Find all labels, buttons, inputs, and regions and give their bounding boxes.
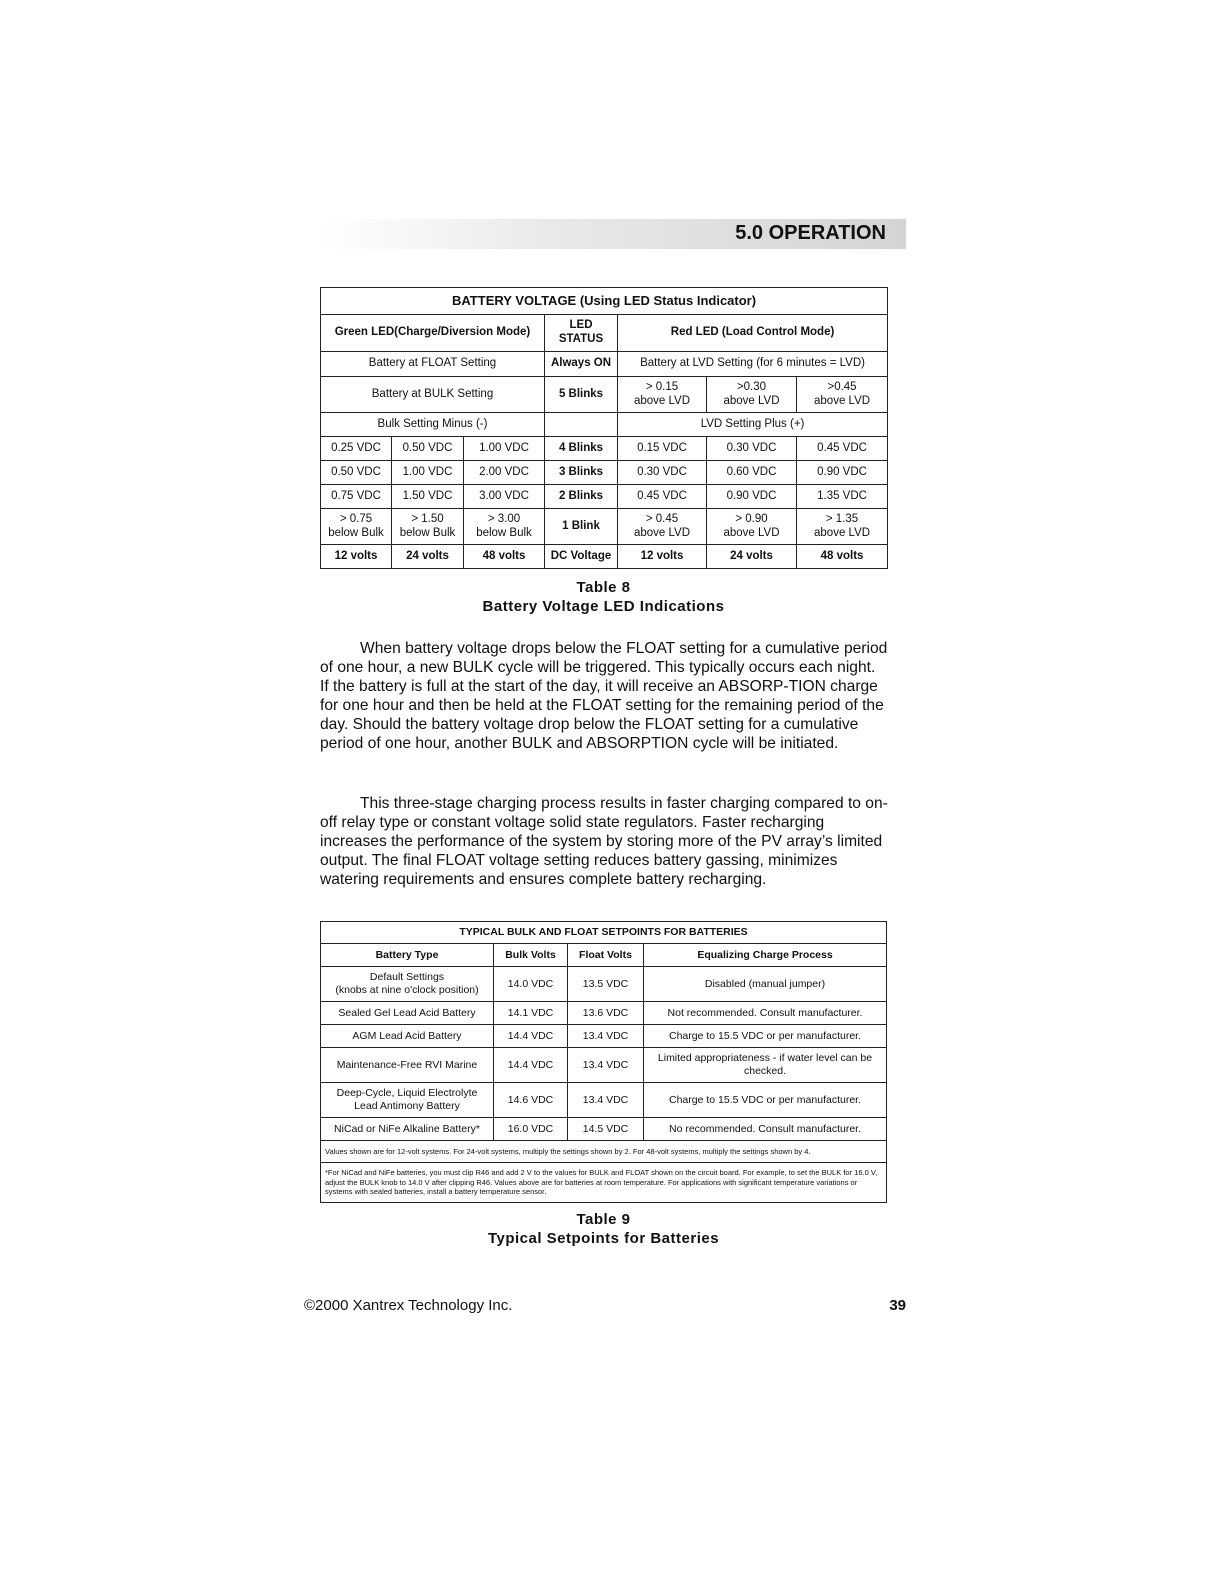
column-header: Float Volts	[568, 944, 644, 967]
table-cell: 48 volts	[464, 545, 545, 569]
table-cell: 14.4 VDC	[494, 1048, 568, 1083]
table-cell: 16.0 VDC	[494, 1118, 568, 1141]
table-cell: 0.50 VDC	[392, 437, 464, 461]
table-cell: 24 volts	[707, 545, 797, 569]
body-paragraph-1: When battery voltage drops below the FLOAT setting for a cumulative period of one hour, a new BULK cycle will be triggered. This typically occurs each night. If the battery is full at the start of the day, it will receive an ABSORP-TION charge for one hour and then be held at the FLOAT setting for the remaining period of the day. Should the battery voltage drop below the FLOAT setting for a cumulative period of one hour, another BULK and ABSORPTION cycle will be initiated.	[320, 640, 888, 753]
led-status-header: LED STATUS	[545, 315, 618, 352]
table-cell: > 1.50 below Bulk	[392, 509, 464, 545]
red-led-header: Red LED (Load Control Mode)	[618, 315, 888, 352]
table-cell: Not recommended. Consult manufacturer.	[644, 1002, 887, 1025]
table-cell: >0.45 above LVD	[797, 377, 888, 413]
table-cell: 14.6 VDC	[494, 1083, 568, 1118]
table-footer-row	[321, 545, 888, 569]
table-cell: 0.75 VDC	[321, 485, 392, 509]
table-row	[321, 509, 888, 545]
table-row	[321, 437, 888, 461]
table-cell: 24 volts	[392, 545, 464, 569]
table-cell: 13.5 VDC	[568, 967, 644, 1002]
table-cell: 0.90 VDC	[707, 485, 797, 509]
body-paragraph-2: This three-stage charging process results in faster charging compared to on-off relay type or constant voltage solid state regulators. Faster recharging increases the performance of the system by storing more of the PV array’s limited output. The final FLOAT voltage setting reduces battery gassing, minimizes watering requirements and ensures complete battery recharging.	[320, 795, 888, 889]
table-title-row	[321, 288, 888, 315]
table9-caption	[320, 1210, 887, 1248]
table9-note-multiplier: Values shown are for 12-volt systems. For 24-volt systems, multiply the settings shown by 2. For 48-volt systems, multiply the settings shown by 4.	[321, 1141, 887, 1163]
table-cell: 0.45 VDC	[618, 485, 707, 509]
table-header-row	[321, 944, 887, 967]
led-status-cell: 3 Blinks	[545, 461, 618, 485]
table-cell: 1.50 VDC	[392, 485, 464, 509]
table-cell: Charge to 15.5 VDC or per manufacturer.	[644, 1025, 887, 1048]
table-row	[321, 1083, 887, 1118]
table-row	[321, 1118, 887, 1141]
table-cell: Limited appropriateness - if water level can be checked.	[644, 1048, 887, 1083]
table-cell: Default Settings (knobs at nine o'clock position)	[321, 967, 494, 1002]
led-status-cell: 5 Blinks	[545, 377, 618, 413]
column-header: Battery Type	[321, 944, 494, 967]
table8-caption-number: Table 8	[576, 579, 631, 596]
table-row	[321, 413, 888, 437]
battery-setpoints-table	[320, 921, 887, 1203]
table9-caption-number: Table 9	[576, 1211, 631, 1228]
table-cell: 0.45 VDC	[797, 437, 888, 461]
led-status-cell: 4 Blinks	[545, 437, 618, 461]
table8-caption-title: Battery Voltage LED Indications	[482, 598, 725, 615]
table-cell: Charge to 15.5 VDC or per manufacturer.	[644, 1083, 887, 1118]
table-title-row	[321, 922, 887, 944]
led-status-cell: DC Voltage	[545, 545, 618, 569]
led-status-cell	[545, 413, 618, 437]
table9-note-nicad: *For NiCad and NiFe batteries, you must clip R46 and add 2 V to the values for BULK and FLOAT shown on the circuit board. For example, to set the BULK for 16.0 V, adjust the BULK knob to 14.0 V after clipping R46. Values above are for batteries at room temperature. For applications with significant temperature variations or systems with sealed batteries, install a battery temperature sensor.	[321, 1163, 887, 1203]
table-row	[321, 1025, 887, 1048]
section-title: 5.0 OPERATION	[735, 222, 886, 244]
table-cell: 13.4 VDC	[568, 1048, 644, 1083]
table-cell: 1.35 VDC	[797, 485, 888, 509]
table-cell: 0.50 VDC	[321, 461, 392, 485]
table-cell: 0.90 VDC	[797, 461, 888, 485]
table-cell: 13.6 VDC	[568, 1002, 644, 1025]
table-cell: 14.1 VDC	[494, 1002, 568, 1025]
table-row	[321, 967, 887, 1002]
table-cell: NiCad or NiFe Alkaline Battery*	[321, 1118, 494, 1141]
table-row	[321, 1002, 887, 1025]
table-cell: 12 volts	[321, 545, 392, 569]
table-cell: 0.25 VDC	[321, 437, 392, 461]
table-cell: Disabled (manual jumper)	[644, 967, 887, 1002]
table8-caption	[320, 578, 887, 616]
table-cell: No recommended. Consult manufacturer.	[644, 1118, 887, 1141]
table-row	[321, 377, 888, 413]
table-cell: 13.4 VDC	[568, 1083, 644, 1118]
table-cell: 14.0 VDC	[494, 967, 568, 1002]
table-cell: 1.00 VDC	[392, 461, 464, 485]
table-header-row	[321, 315, 888, 352]
table8-title: BATTERY VOLTAGE (Using LED Status Indicator)	[321, 288, 888, 315]
table-note-row	[321, 1163, 887, 1203]
table-cell: 14.5 VDC	[568, 1118, 644, 1141]
green-led-header: Green LED(Charge/Diversion Mode)	[321, 315, 545, 352]
table-row	[321, 352, 888, 377]
table-cell: 48 volts	[797, 545, 888, 569]
table-cell: > 1.35 above LVD	[797, 509, 888, 545]
led-status-cell: 2 Blinks	[545, 485, 618, 509]
battery-voltage-led-table	[320, 287, 888, 569]
table-cell: Sealed Gel Lead Acid Battery	[321, 1002, 494, 1025]
section-header-band	[320, 219, 906, 249]
table-cell: 0.60 VDC	[707, 461, 797, 485]
table-cell: > 0.75 below Bulk	[321, 509, 392, 545]
table-cell: 0.15 VDC	[618, 437, 707, 461]
table-cell: 14.4 VDC	[494, 1025, 568, 1048]
table9-title: TYPICAL BULK AND FLOAT SETPOINTS FOR BATTERIES	[321, 922, 887, 944]
table-cell: >0.30 above LVD	[707, 377, 797, 413]
table-cell: AGM Lead Acid Battery	[321, 1025, 494, 1048]
table-cell: > 0.15 above LVD	[618, 377, 707, 413]
table-cell: 13.4 VDC	[568, 1025, 644, 1048]
page-number: 39	[889, 1297, 906, 1314]
led-status-cell: 1 Blink	[545, 509, 618, 545]
table-cell: Battery at FLOAT Setting	[321, 352, 545, 377]
table-cell: Deep-Cycle, Liquid Electrolyte Lead Antimony Battery	[321, 1083, 494, 1118]
table-row	[321, 485, 888, 509]
footer-copyright: ©2000 Xantrex Technology Inc.	[304, 1297, 513, 1314]
table9-caption-title: Typical Setpoints for Batteries	[487, 1230, 720, 1247]
table-cell: 0.30 VDC	[618, 461, 707, 485]
table-cell: 3.00 VDC	[464, 485, 545, 509]
table-cell: 1.00 VDC	[464, 437, 545, 461]
table-row	[321, 1048, 887, 1083]
table-cell: > 0.90 above LVD	[707, 509, 797, 545]
table-cell: 0.30 VDC	[707, 437, 797, 461]
table-cell: Battery at LVD Setting (for 6 minutes = LVD)	[618, 352, 888, 377]
table-cell: Maintenance-Free RVI Marine	[321, 1048, 494, 1083]
table-cell: > 3.00 below Bulk	[464, 509, 545, 545]
column-header: Equalizing Charge Process	[644, 944, 887, 967]
table-row	[321, 461, 888, 485]
table-cell: Bulk Setting Minus (-)	[321, 413, 545, 437]
led-status-cell: Always ON	[545, 352, 618, 377]
column-header: Bulk Volts	[494, 944, 568, 967]
table-cell: Battery at BULK Setting	[321, 377, 545, 413]
table-note-row	[321, 1141, 887, 1163]
table-cell: > 0.45 above LVD	[618, 509, 707, 545]
table-cell: 2.00 VDC	[464, 461, 545, 485]
table-cell: LVD Setting Plus (+)	[618, 413, 888, 437]
table-cell: 12 volts	[618, 545, 707, 569]
